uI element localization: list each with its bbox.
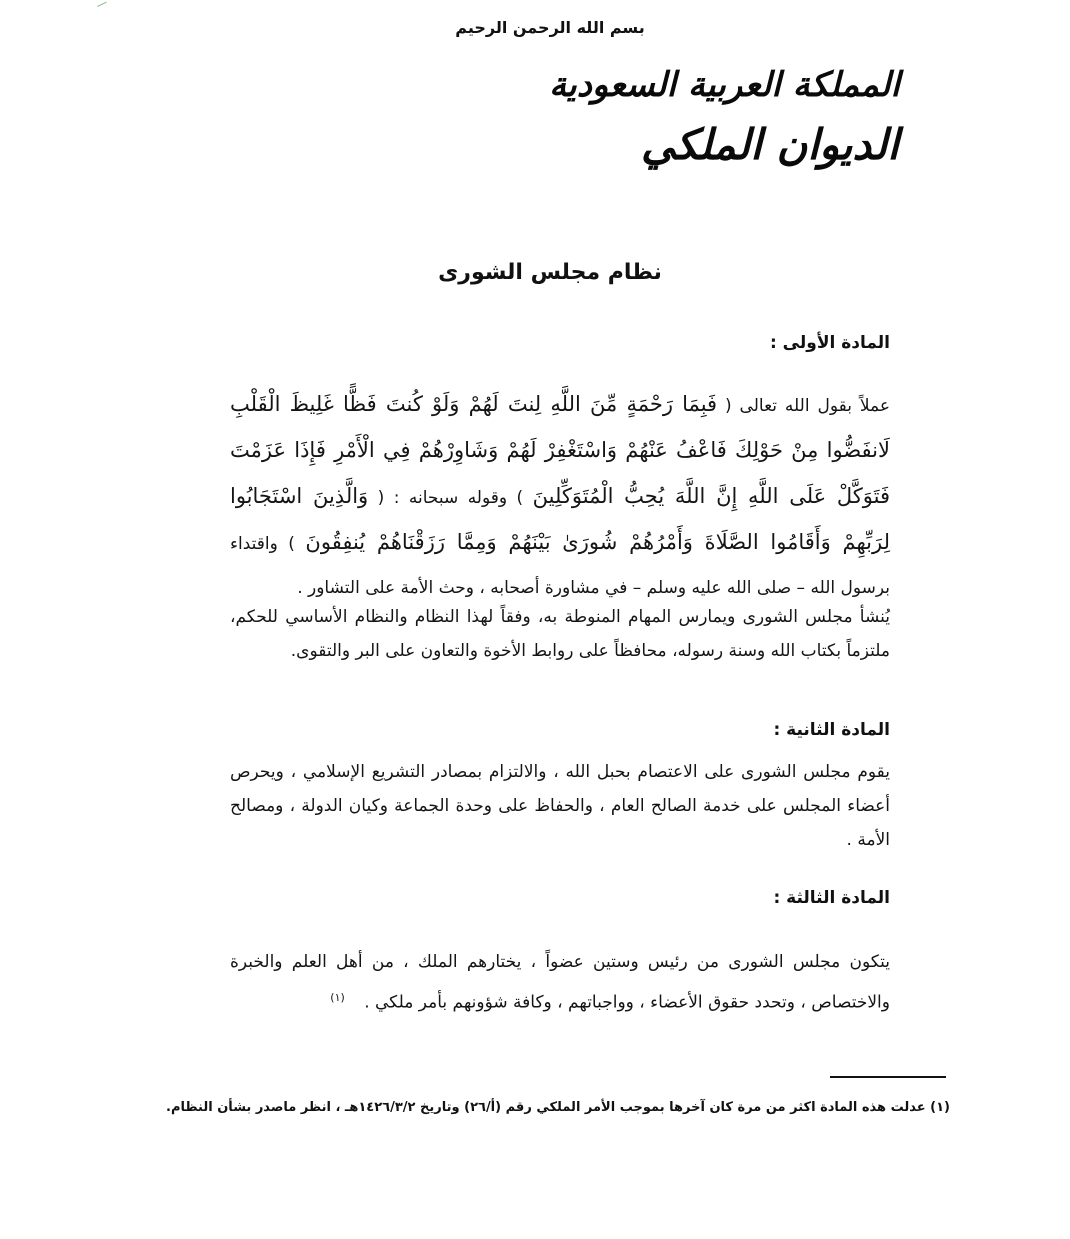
footnote-marker: (١) [330, 991, 345, 1004]
quran-verse-1: فَبِمَا رَحْمَةٍ مِّنَ اللَّهِ لِنتَ لَهُمْ وَلَوْ كُنتَ فَظًّا غَلِيظَ الْقَلْبِ لَانفَضُّوا مِنْ حَوْلِكَ فَاعْفُ عَنْهُمْ وَاسْتَغْفِرْ لَهُمْ وَشَاوِرْهُمْ فِي الْأَمْرِ فَإِذَا عَزَمْتَ فَتَوَكَّلْ عَلَى اللَّهِ إِنَّ اللَّهَ يُحِبُّ الْمُتَوَكِّلِينَ [230, 392, 891, 508]
royal-court-letterhead [549, 58, 900, 198]
article-1-heading: المادة الأولى : [769, 333, 890, 353]
article-1-connector: ) وقوله سبحانه : ( [377, 488, 524, 508]
corner-mark [95, 0, 106, 7]
document-title: نظام مجلس الشورى [438, 260, 662, 285]
letterhead-kingdom: المملكة العربية السعودية [549, 65, 900, 105]
letterhead-royal-court: الديوان الملكي [641, 120, 899, 169]
article-1-intro: عملاً بقول الله تعالى ( [725, 396, 890, 416]
footnote-divider [830, 1076, 946, 1078]
basmala: بسم الله الرحمن الرحيم [455, 18, 645, 37]
article-2-body: يقوم مجلس الشورى على الاعتصام بحبل الله ، والالتزام بمصادر التشريع الإسلامي ، ويحرص أعضاء المجلس على خدمة الصالح العام ، والحفاظ على وحدة الجماعة وكيان الدولة ، ومصالح الأمة . [230, 762, 890, 850]
footnote-text: (١) عدلت هذه المادة اكثر من مرة كان آخرها بموجب الأمر الملكي رقم (أ/٢٦) وتاريخ ١٤٢٦/٣/٢هـ ، انظر ماصدر بشأن النظام. [166, 1100, 950, 1115]
article-1-outro: ) واقتداء برسول الله – صلى الله عليه وسلم – في مشاورة أصحابه ، وحث الأمة على التشاور . [230, 534, 890, 598]
article-3-text: يتكون مجلس الشورى من رئيس وستين عضواً ، يختارهم الملك ، من أهل العلم والخبرة والاختصاص ، وتحدد حقوق الأعضاء ، وواجباتهم ، وكافة شؤونهم بأمر ملكي . [230, 952, 890, 1013]
article-3-heading: المادة الثالثة : [773, 888, 890, 908]
article-2-heading: المادة الثانية : [773, 720, 890, 740]
article-3-body [230, 945, 890, 1021]
article-1-preamble [230, 382, 890, 610]
quran-verse-2: وَالَّذِينَ اسْتَجَابُوا لِرَبِّهِمْ وَأَقَامُوا الصَّلَاةَ وَأَمْرُهُمْ شُورَىٰ بَيْنَهُمْ وَمِمَّا رَزَقْنَاهُمْ يُنفِقُونَ [230, 484, 890, 554]
article-1-body: يُنشأ مجلس الشورى ويمارس المهام المنوطة به، وفقاً لهذا النظام والنظام الأساسي للحكم، ملتزماً بكتاب الله وسنة رسوله، محافظاً على روابط الأخوة والتعاون على البر والتقوى. [230, 607, 890, 661]
